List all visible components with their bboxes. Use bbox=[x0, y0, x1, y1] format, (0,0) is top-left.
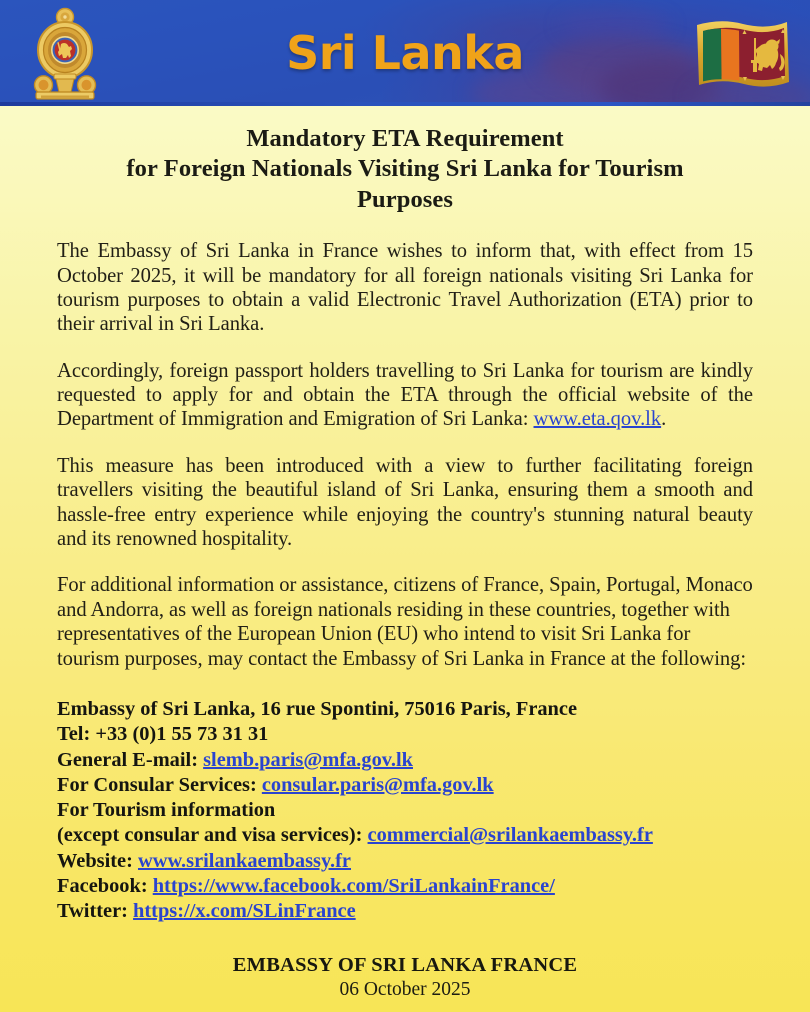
contact-address: Embassy of Sri Lanka, 16 rue Spontini, 75016 Paris, France bbox=[57, 697, 578, 720]
contact-consular-row bbox=[57, 773, 753, 798]
contact-website-row bbox=[57, 849, 753, 874]
contact-telephone: Tel: +33 (0)1 55 73 31 31 bbox=[57, 723, 269, 746]
tourism-email-link[interactable]: commercial@srilankaembassy.fr bbox=[367, 824, 653, 847]
footer-organisation: EMBASSY OF SRI LANKA FRANCE bbox=[232, 953, 578, 976]
contact-general-email-row bbox=[57, 748, 753, 773]
paragraph-2 bbox=[57, 359, 753, 432]
contact-twitter-row bbox=[57, 899, 753, 924]
consular-label: For Consular Services: bbox=[57, 773, 262, 796]
paragraph-2-period: . bbox=[661, 408, 667, 431]
paragraph-3: This measure has been introduced with a view to further facilitating foreign travellers visiting the beautiful island of Sri Lanka, ensuring them a smooth and hassle-free entry experience while enjoying the country's stunning natural beauty and its renowned hospitality. bbox=[57, 454, 753, 551]
page-title-line-1: Mandatory ETA Requirement bbox=[246, 125, 564, 152]
general-email-label: General E-mail: bbox=[57, 748, 204, 771]
banner-title: Sri Lanka bbox=[286, 26, 524, 80]
contact-tourism-label: For Tourism information bbox=[57, 799, 276, 822]
page-title bbox=[57, 124, 753, 215]
facebook-label: Facebook: bbox=[57, 875, 153, 898]
contact-block bbox=[57, 697, 753, 925]
paragraph-1: The Embassy of Sri Lanka in France wishes to inform that, with effect from 15 October 2025, it will be mandatory for all foreign nationals visiting Sri Lanka for tourism purposes to obtain a valid Electronic Travel Authorization (ETA) prior to their arrival in Sri Lanka. bbox=[57, 240, 753, 336]
contact-facebook-row bbox=[57, 874, 753, 899]
page-title-line-3: Purposes bbox=[356, 185, 454, 213]
header-banner bbox=[0, 0, 810, 106]
twitter-link[interactable]: https://x.com/SLinFrance bbox=[133, 900, 356, 923]
paragraph-4: For additional information or assistance, citizens of France, Spain, Portugal, Monaco and Andorra, as well as foreign nationals residing in these countries, together with representatives of the European Union (EU) who intend to visit Sri Lanka for tourism purposes, may contact the Embassy of Sri Lanka in France at the following: bbox=[57, 574, 753, 670]
website-link[interactable]: www.srilankaembassy.fr bbox=[138, 849, 351, 872]
twitter-label: Twitter: bbox=[57, 900, 134, 923]
footer-date: 06 October 2025 bbox=[339, 978, 471, 1000]
consular-email-link[interactable]: consular.paris@mfa.gov.lk bbox=[261, 773, 494, 796]
website-label: Website: bbox=[57, 849, 138, 872]
eta-website-link[interactable]: www.eta.qov.lk bbox=[533, 408, 662, 431]
general-email-link[interactable]: slemb.paris@mfa.gov.lk bbox=[203, 748, 413, 771]
facebook-link[interactable]: https://www.facebook.com/SriLankainFrance/ bbox=[152, 875, 555, 898]
tourism-label: (except consular and visa services): bbox=[57, 824, 368, 847]
document-footer bbox=[57, 953, 753, 1002]
contact-tourism-row bbox=[57, 823, 753, 848]
paragraph-2-text: Accordingly, foreign passport holders travelling to Sri Lanka for tourism are kindly requested to apply for and obtain the ETA through the official website of the Department of Immigration and Emigration of Sri Lanka: bbox=[57, 359, 753, 431]
page-title-line-2: for Foreign Nationals Visiting Sri Lanka for Tourism bbox=[126, 155, 684, 183]
document-body bbox=[0, 106, 810, 1001]
